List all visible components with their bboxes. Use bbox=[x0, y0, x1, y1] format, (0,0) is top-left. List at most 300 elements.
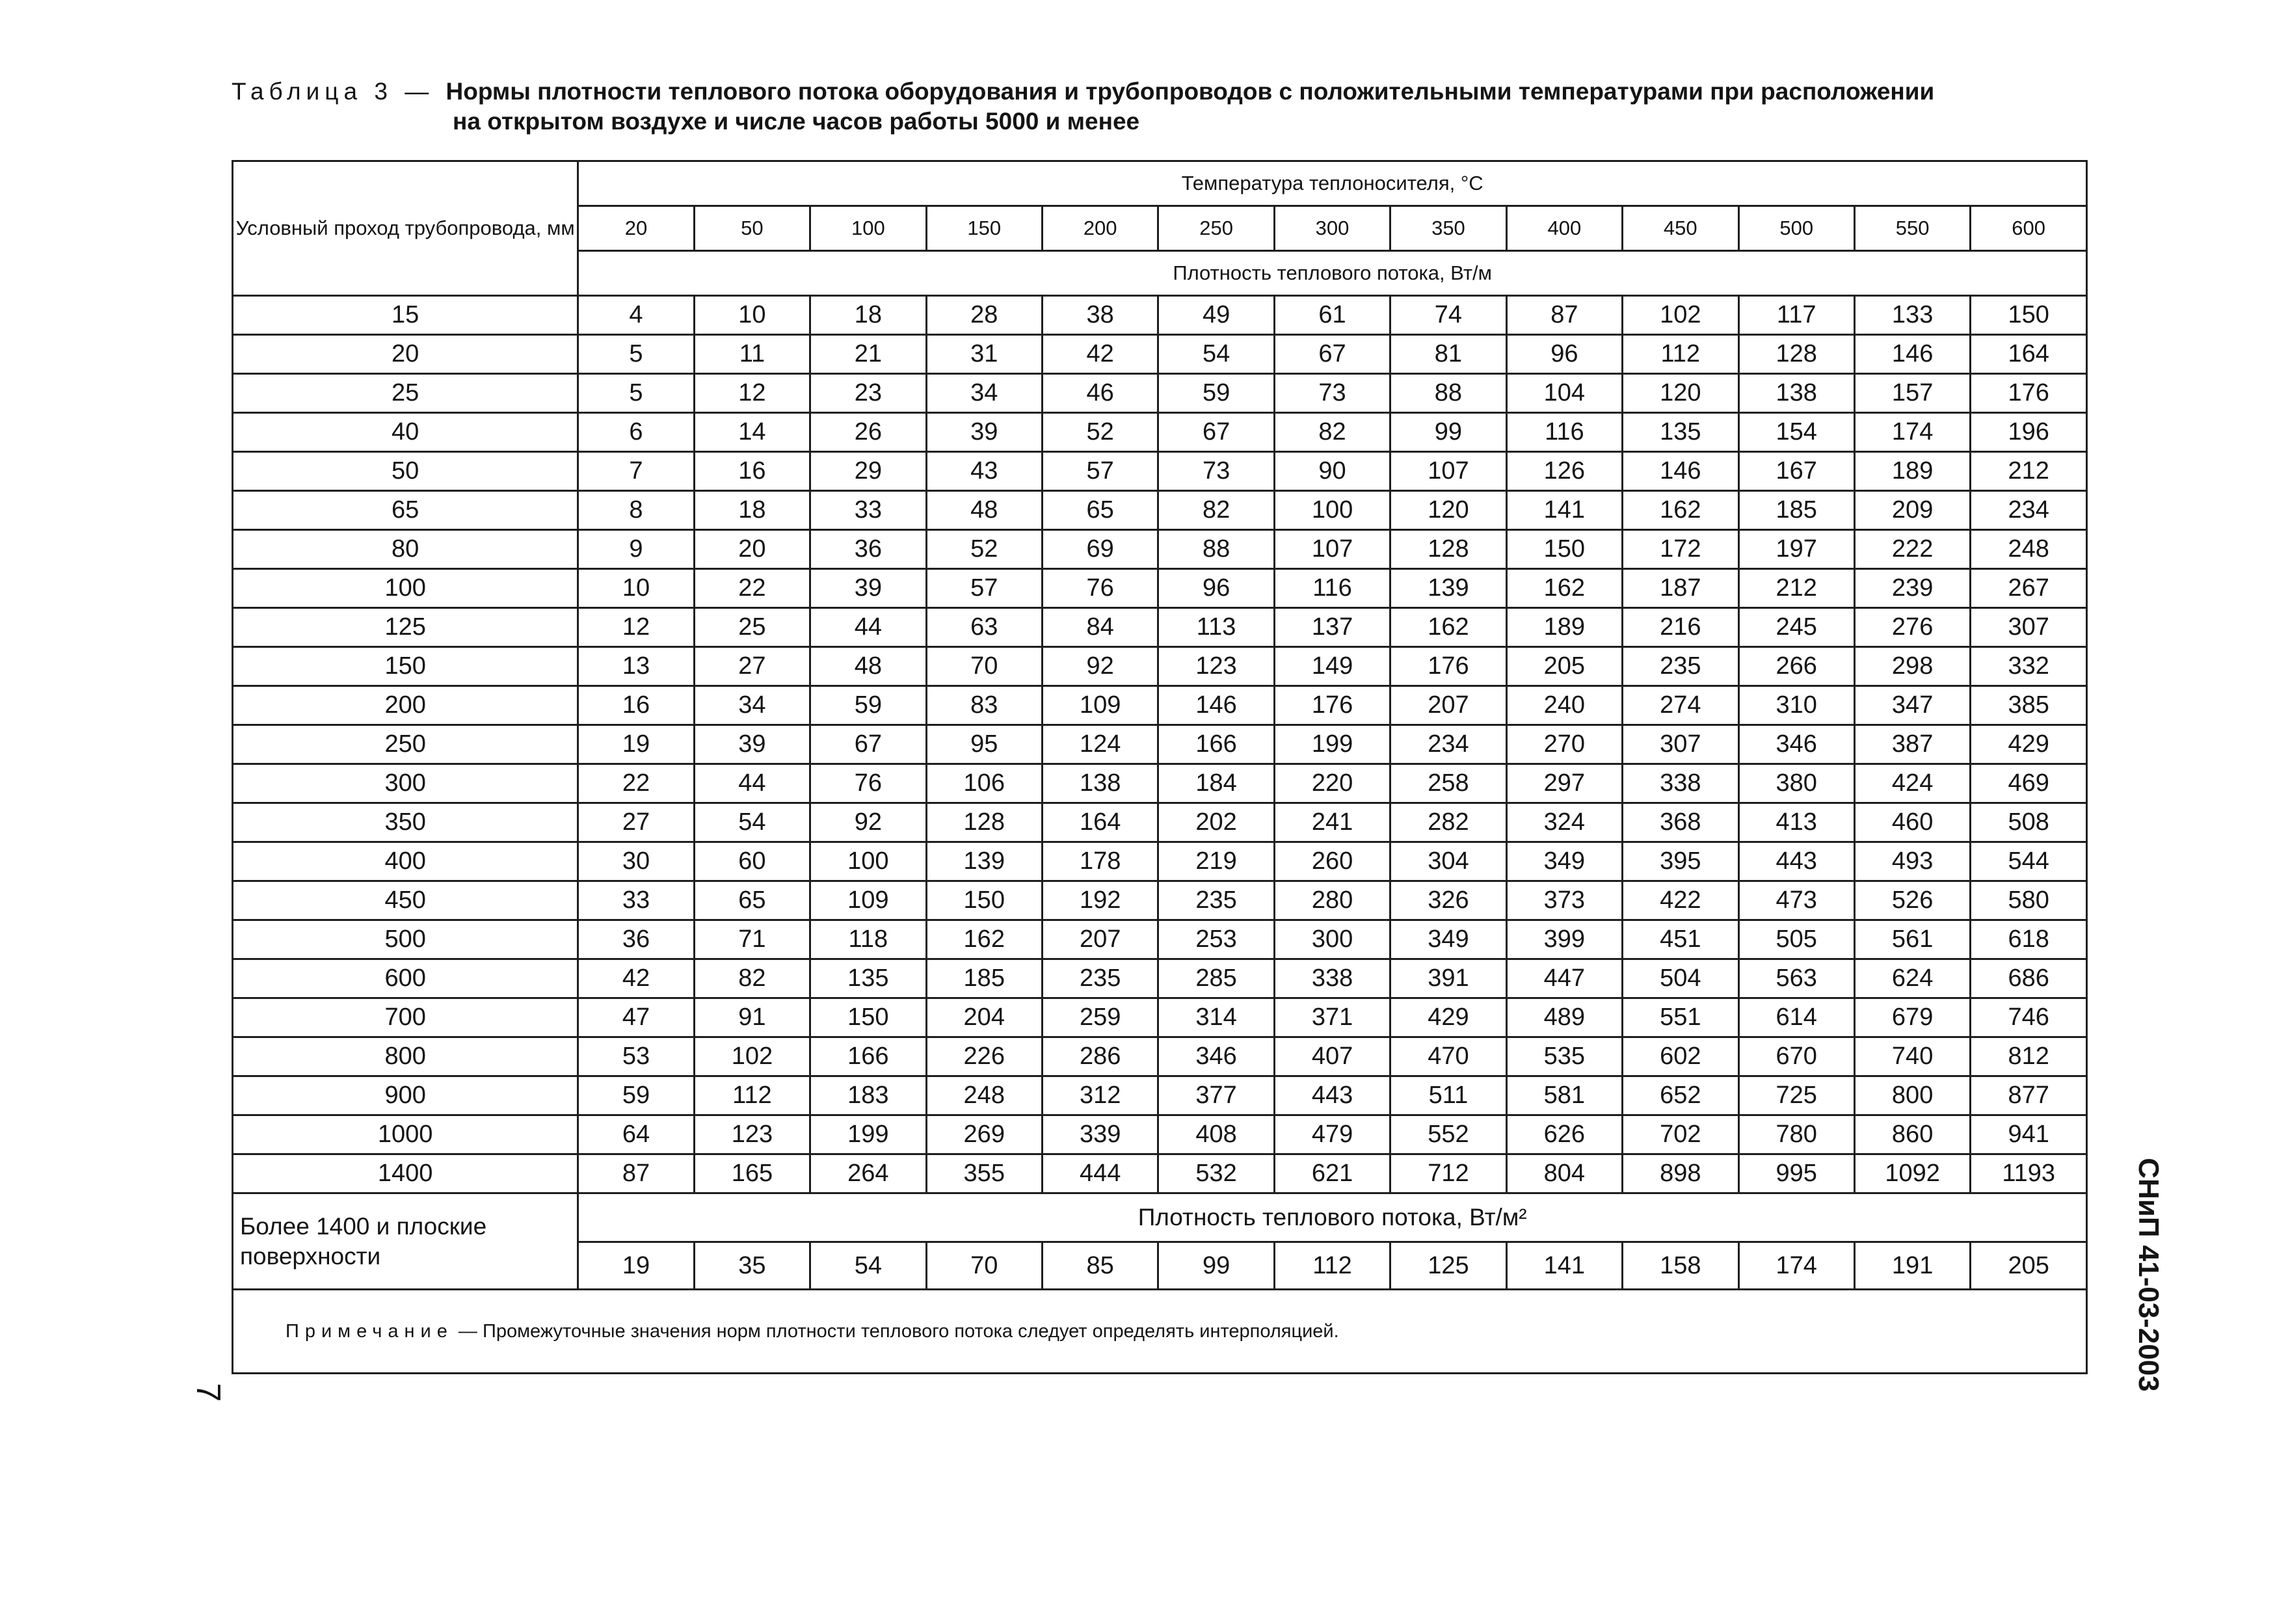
heat-flux-cell: 10 bbox=[694, 296, 810, 335]
flat-heat-flux-cell: 125 bbox=[1390, 1242, 1506, 1290]
heat-flux-cell: 326 bbox=[1390, 881, 1506, 920]
heat-flux-cell: 162 bbox=[1623, 491, 1738, 530]
heat-flux-cell: 70 bbox=[926, 647, 1042, 686]
heat-flux-cell: 332 bbox=[1971, 647, 2087, 686]
heat-flux-cell: 164 bbox=[1042, 803, 1158, 842]
heat-flux-cell: 212 bbox=[1971, 452, 2087, 491]
flat-heat-flux-cell: 70 bbox=[926, 1242, 1042, 1290]
nominal-bore-cell: 250 bbox=[233, 725, 578, 764]
heat-flux-cell: 57 bbox=[926, 569, 1042, 608]
heat-flux-cell: 146 bbox=[1158, 686, 1274, 725]
table-caption bbox=[232, 77, 2157, 137]
heat-flux-cell: 526 bbox=[1854, 881, 1970, 920]
heat-flux-cell: 13 bbox=[578, 647, 694, 686]
heat-flux-cell: 42 bbox=[578, 959, 694, 998]
heat-flux-cell: 469 bbox=[1971, 764, 2087, 803]
temperature-cell: 350 bbox=[1390, 206, 1506, 251]
heat-flux-cell: 149 bbox=[1274, 647, 1390, 686]
table-row bbox=[233, 881, 2087, 920]
heat-flux-cell: 276 bbox=[1854, 608, 1970, 647]
heat-flux-cell: 443 bbox=[1738, 842, 1854, 881]
table-row bbox=[233, 725, 2087, 764]
heat-flux-cell: 371 bbox=[1274, 998, 1390, 1037]
nominal-bore-cell: 500 bbox=[233, 920, 578, 959]
flat-surface-header-row bbox=[233, 1193, 2087, 1242]
heat-flux-cell: 192 bbox=[1042, 881, 1158, 920]
heat-flux-cell: 551 bbox=[1623, 998, 1738, 1037]
heat-flux-cell: 399 bbox=[1506, 920, 1622, 959]
heat-flux-cell: 489 bbox=[1506, 998, 1622, 1037]
temperature-header: Температура теплоносителя, °С bbox=[578, 161, 2087, 206]
heat-flux-cell: 27 bbox=[578, 803, 694, 842]
flat-heat-flux-cell: 191 bbox=[1854, 1242, 1970, 1290]
heat-flux-cell: 12 bbox=[578, 608, 694, 647]
flat-heat-flux-cell: 35 bbox=[694, 1242, 810, 1290]
heat-flux-cell: 508 bbox=[1971, 803, 2087, 842]
nominal-bore-cell: 1400 bbox=[233, 1154, 578, 1193]
heat-flux-cell: 52 bbox=[926, 530, 1042, 569]
heat-flux-cell: 176 bbox=[1390, 647, 1506, 686]
heat-flux-cell: 22 bbox=[578, 764, 694, 803]
heat-flux-cell: 176 bbox=[1274, 686, 1390, 725]
heat-flux-cell: 48 bbox=[810, 647, 926, 686]
heat-flux-cell: 162 bbox=[1506, 569, 1622, 608]
heat-flux-cell: 19 bbox=[578, 725, 694, 764]
heat-flux-cell: 116 bbox=[1506, 413, 1622, 452]
table-row bbox=[233, 530, 2087, 569]
heat-flux-cell: 16 bbox=[694, 452, 810, 491]
heat-flux-cell: 670 bbox=[1738, 1037, 1854, 1076]
heat-flux-cell: 307 bbox=[1623, 725, 1738, 764]
heat-flux-cell: 44 bbox=[694, 764, 810, 803]
nominal-bore-cell: 20 bbox=[233, 335, 578, 374]
heat-flux-cell: 65 bbox=[1042, 491, 1158, 530]
heat-flux-cell: 176 bbox=[1971, 374, 2087, 413]
heat-flux-cell: 563 bbox=[1738, 959, 1854, 998]
temperature-cell: 550 bbox=[1854, 206, 1970, 251]
heat-flux-cell: 138 bbox=[1042, 764, 1158, 803]
heat-flux-cell: 298 bbox=[1854, 647, 1970, 686]
heat-flux-cell: 505 bbox=[1738, 920, 1854, 959]
heat-flux-cell: 53 bbox=[578, 1037, 694, 1076]
heat-flux-cell: 479 bbox=[1274, 1115, 1390, 1154]
heat-flux-cell: 860 bbox=[1854, 1115, 1970, 1154]
heat-flux-cell: 14 bbox=[694, 413, 810, 452]
page-number bbox=[189, 1370, 228, 1415]
heat-flux-cell: 282 bbox=[1390, 803, 1506, 842]
heat-flux-cell: 493 bbox=[1854, 842, 1970, 881]
heat-flux-cell: 52 bbox=[1042, 413, 1158, 452]
heat-flux-cell: 473 bbox=[1738, 881, 1854, 920]
heat-flux-cell: 31 bbox=[926, 335, 1042, 374]
heat-flux-cell: 59 bbox=[578, 1076, 694, 1115]
nominal-bore-cell: 65 bbox=[233, 491, 578, 530]
caption-line-1 bbox=[232, 77, 2157, 107]
heat-flux-cell: 226 bbox=[926, 1037, 1042, 1076]
heat-flux-cell: 107 bbox=[1274, 530, 1390, 569]
temperature-cell: 100 bbox=[810, 206, 926, 251]
heat-flux-cell: 133 bbox=[1854, 296, 1970, 335]
heat-flux-cell: 39 bbox=[926, 413, 1042, 452]
heat-flux-cell: 621 bbox=[1274, 1154, 1390, 1193]
heat-flux-cell: 184 bbox=[1158, 764, 1274, 803]
heat-flux-cell: 61 bbox=[1274, 296, 1390, 335]
heat-flux-cell: 235 bbox=[1158, 881, 1274, 920]
heat-flux-cell: 470 bbox=[1390, 1037, 1506, 1076]
heat-flux-cell: 92 bbox=[810, 803, 926, 842]
flat-heat-flux-cell: 54 bbox=[810, 1242, 926, 1290]
heat-flux-cell: 7 bbox=[578, 452, 694, 491]
heat-flux-cell: 139 bbox=[1390, 569, 1506, 608]
heat-flux-cell: 207 bbox=[1390, 686, 1506, 725]
heat-flux-cell: 88 bbox=[1158, 530, 1274, 569]
heat-flux-cell: 552 bbox=[1390, 1115, 1506, 1154]
heat-flux-cell: 207 bbox=[1042, 920, 1158, 959]
heat-flux-cell: 387 bbox=[1854, 725, 1970, 764]
heat-flux-cell: 222 bbox=[1854, 530, 1970, 569]
flat-heat-flux-cell: 112 bbox=[1274, 1242, 1390, 1290]
heat-flux-cell: 248 bbox=[926, 1076, 1042, 1115]
heat-flux-cell: 349 bbox=[1506, 842, 1622, 881]
heat-flux-cell: 20 bbox=[694, 530, 810, 569]
heat-flux-cell: 102 bbox=[1623, 296, 1738, 335]
heat-flux-cell: 1092 bbox=[1854, 1154, 1970, 1193]
heat-flux-cell: 109 bbox=[810, 881, 926, 920]
heat-flux-cell: 310 bbox=[1738, 686, 1854, 725]
table-row bbox=[233, 569, 2087, 608]
nominal-bore-cell: 150 bbox=[233, 647, 578, 686]
temperature-cell: 150 bbox=[926, 206, 1042, 251]
heat-flux-cell: 286 bbox=[1042, 1037, 1158, 1076]
heat-flux-cell: 71 bbox=[694, 920, 810, 959]
heat-flux-cell: 109 bbox=[1042, 686, 1158, 725]
heat-flux-cell: 157 bbox=[1854, 374, 1970, 413]
heat-flux-cell: 187 bbox=[1623, 569, 1738, 608]
heat-flux-cell: 87 bbox=[1506, 296, 1622, 335]
heat-flux-cell: 81 bbox=[1390, 335, 1506, 374]
heat-flux-cell: 162 bbox=[1390, 608, 1506, 647]
table-row bbox=[233, 647, 2087, 686]
heat-flux-cell: 4 bbox=[578, 296, 694, 335]
flat-surface-label: Более 1400 и плоские поверхности bbox=[233, 1193, 578, 1290]
heat-flux-cell: 346 bbox=[1738, 725, 1854, 764]
heat-flux-cell: 146 bbox=[1623, 452, 1738, 491]
table-row bbox=[233, 764, 2087, 803]
heat-flux-cell: 74 bbox=[1390, 296, 1506, 335]
heat-flux-cell: 270 bbox=[1506, 725, 1622, 764]
heat-flux-cell: 141 bbox=[1506, 491, 1622, 530]
heat-flux-cell: 112 bbox=[1623, 335, 1738, 374]
heat-flux-cell: 581 bbox=[1506, 1076, 1622, 1115]
heat-flux-cell: 107 bbox=[1390, 452, 1506, 491]
heat-flux-cell: 5 bbox=[578, 374, 694, 413]
heat-flux-cell: 504 bbox=[1623, 959, 1738, 998]
heat-flux-cell: 686 bbox=[1971, 959, 2087, 998]
heat-flux-cell: 46 bbox=[1042, 374, 1158, 413]
heat-flux-cell: 312 bbox=[1042, 1076, 1158, 1115]
heat-flux-cell: 408 bbox=[1158, 1115, 1274, 1154]
heat-flux-cell: 9 bbox=[578, 530, 694, 569]
heat-flux-cell: 42 bbox=[1042, 335, 1158, 374]
heat-flux-cell: 391 bbox=[1390, 959, 1506, 998]
heat-flux-cell: 34 bbox=[694, 686, 810, 725]
heat-flux-cell: 447 bbox=[1506, 959, 1622, 998]
heat-flux-cell: 174 bbox=[1854, 413, 1970, 452]
nominal-bore-cell: 125 bbox=[233, 608, 578, 647]
heat-flux-cell: 258 bbox=[1390, 764, 1506, 803]
heat-flux-cell: 67 bbox=[1158, 413, 1274, 452]
heat-flux-cell: 25 bbox=[694, 608, 810, 647]
heat-flux-cell: 128 bbox=[926, 803, 1042, 842]
heat-flux-cell: 202 bbox=[1158, 803, 1274, 842]
heat-flux-cell: 307 bbox=[1971, 608, 2087, 647]
temperature-cell: 300 bbox=[1274, 206, 1390, 251]
heat-flux-cell: 212 bbox=[1738, 569, 1854, 608]
nominal-bore-cell: 300 bbox=[233, 764, 578, 803]
heat-flux-cell: 126 bbox=[1506, 452, 1622, 491]
heat-flux-cell: 88 bbox=[1390, 374, 1506, 413]
heat-flux-cell: 1193 bbox=[1971, 1154, 2087, 1193]
heat-flux-cell: 429 bbox=[1390, 998, 1506, 1037]
heat-flux-cell: 172 bbox=[1623, 530, 1738, 569]
heat-flux-cell: 266 bbox=[1738, 647, 1854, 686]
table-row bbox=[233, 452, 2087, 491]
heat-flux-cell: 82 bbox=[694, 959, 810, 998]
heat-flux-cell: 28 bbox=[926, 296, 1042, 335]
heat-flux-cell: 199 bbox=[810, 1115, 926, 1154]
caption-label: Таблица 3 — bbox=[232, 78, 446, 105]
heat-flux-cell: 197 bbox=[1738, 530, 1854, 569]
heat-flux-cell: 76 bbox=[1042, 569, 1158, 608]
heat-flux-cell: 259 bbox=[1042, 998, 1158, 1037]
header-row-temperature bbox=[233, 161, 2087, 206]
nominal-bore-header: Условный проход трубопровода, мм bbox=[233, 161, 578, 296]
heat-flux-cell: 285 bbox=[1158, 959, 1274, 998]
heat-flux-cell: 216 bbox=[1623, 608, 1738, 647]
table-row bbox=[233, 1076, 2087, 1115]
heat-flux-cell: 260 bbox=[1274, 842, 1390, 881]
heat-flux-cell: 112 bbox=[694, 1076, 810, 1115]
heat-flux-cell: 429 bbox=[1971, 725, 2087, 764]
heat-flux-cell: 16 bbox=[578, 686, 694, 725]
heat-flux-cell: 48 bbox=[926, 491, 1042, 530]
heat-flux-cell: 99 bbox=[1390, 413, 1506, 452]
heat-flux-cell: 26 bbox=[810, 413, 926, 452]
flat-heat-flux-cell: 141 bbox=[1506, 1242, 1622, 1290]
heat-flux-cell: 812 bbox=[1971, 1037, 2087, 1076]
heat-flux-cell: 18 bbox=[810, 296, 926, 335]
heat-flux-cell: 166 bbox=[1158, 725, 1274, 764]
heat-flux-cell: 8 bbox=[578, 491, 694, 530]
heat-flux-cell: 443 bbox=[1274, 1076, 1390, 1115]
table-row bbox=[233, 335, 2087, 374]
heat-flux-cell: 54 bbox=[1158, 335, 1274, 374]
heat-flux-cell: 183 bbox=[810, 1076, 926, 1115]
table-row bbox=[233, 1154, 2087, 1193]
heat-flux-cell: 219 bbox=[1158, 842, 1274, 881]
table-row bbox=[233, 842, 2087, 881]
heat-flux-cell: 800 bbox=[1854, 1076, 1970, 1115]
heat-flux-cell: 240 bbox=[1506, 686, 1622, 725]
heat-flux-cell: 297 bbox=[1506, 764, 1622, 803]
heat-flux-cell: 135 bbox=[810, 959, 926, 998]
heat-flux-cell: 104 bbox=[1506, 374, 1622, 413]
heat-flux-cell: 652 bbox=[1623, 1076, 1738, 1115]
heat-flux-cell: 57 bbox=[1042, 452, 1158, 491]
heat-flux-cell: 395 bbox=[1623, 842, 1738, 881]
table-row bbox=[233, 413, 2087, 452]
heat-flux-cell: 120 bbox=[1623, 374, 1738, 413]
nominal-bore-cell: 600 bbox=[233, 959, 578, 998]
heat-flux-cell: 118 bbox=[810, 920, 926, 959]
heat-flux-cell: 27 bbox=[694, 647, 810, 686]
heat-flux-cell: 535 bbox=[1506, 1037, 1622, 1076]
heat-flux-cell: 253 bbox=[1158, 920, 1274, 959]
nominal-bore-cell: 700 bbox=[233, 998, 578, 1037]
heat-flux-cell: 380 bbox=[1738, 764, 1854, 803]
heat-flux-cell: 234 bbox=[1971, 491, 2087, 530]
heat-flux-cell: 267 bbox=[1971, 569, 2087, 608]
heat-flux-cell: 135 bbox=[1623, 413, 1738, 452]
heat-flux-cell: 84 bbox=[1042, 608, 1158, 647]
heat-flux-cell: 235 bbox=[1623, 647, 1738, 686]
heat-flux-cell: 511 bbox=[1390, 1076, 1506, 1115]
density-header: Плотность теплового потока, Вт/м bbox=[578, 251, 2087, 296]
heat-flux-cell: 5 bbox=[578, 335, 694, 374]
table-row bbox=[233, 959, 2087, 998]
heat-flux-cell: 898 bbox=[1623, 1154, 1738, 1193]
heat-flux-cell: 269 bbox=[926, 1115, 1042, 1154]
heat-flux-cell: 185 bbox=[926, 959, 1042, 998]
heat-flux-cell: 725 bbox=[1738, 1076, 1854, 1115]
caption-title-line-1: Нормы плотности теплового потока оборудования и трубопроводов с положительными температурами при расположении bbox=[446, 78, 1935, 105]
flat-heat-flux-cell: 174 bbox=[1738, 1242, 1854, 1290]
heat-flux-cell: 90 bbox=[1274, 452, 1390, 491]
heat-flux-cell: 451 bbox=[1623, 920, 1738, 959]
heat-flux-cell: 746 bbox=[1971, 998, 2087, 1037]
heat-flux-cell: 561 bbox=[1854, 920, 1970, 959]
heat-flux-cell: 18 bbox=[694, 491, 810, 530]
nominal-bore-cell: 25 bbox=[233, 374, 578, 413]
heat-flux-cell: 69 bbox=[1042, 530, 1158, 569]
heat-flux-cell: 804 bbox=[1506, 1154, 1622, 1193]
heat-flux-cell: 87 bbox=[578, 1154, 694, 1193]
heat-flux-cell: 740 bbox=[1854, 1037, 1970, 1076]
heat-flux-cell: 602 bbox=[1623, 1037, 1738, 1076]
temperature-cell: 20 bbox=[578, 206, 694, 251]
heat-flux-cell: 92 bbox=[1042, 647, 1158, 686]
heat-flux-cell: 128 bbox=[1390, 530, 1506, 569]
heat-flux-norms-table bbox=[232, 160, 2088, 1374]
nominal-bore-cell: 900 bbox=[233, 1076, 578, 1115]
heat-flux-cell: 544 bbox=[1971, 842, 2087, 881]
heat-flux-cell: 10 bbox=[578, 569, 694, 608]
heat-flux-cell: 300 bbox=[1274, 920, 1390, 959]
heat-flux-cell: 39 bbox=[810, 569, 926, 608]
table-row bbox=[233, 1037, 2087, 1076]
heat-flux-cell: 124 bbox=[1042, 725, 1158, 764]
heat-flux-cell: 413 bbox=[1738, 803, 1854, 842]
heat-flux-cell: 614 bbox=[1738, 998, 1854, 1037]
heat-flux-cell: 6 bbox=[578, 413, 694, 452]
temperature-cell: 500 bbox=[1738, 206, 1854, 251]
nominal-bore-cell: 1000 bbox=[233, 1115, 578, 1154]
document-code-text: СНиП 41-03-2003 bbox=[2133, 1158, 2164, 1392]
heat-flux-cell: 33 bbox=[810, 491, 926, 530]
heat-flux-cell: 49 bbox=[1158, 296, 1274, 335]
table-row bbox=[233, 920, 2087, 959]
note-row bbox=[233, 1290, 2087, 1374]
heat-flux-cell: 67 bbox=[1274, 335, 1390, 374]
heat-flux-cell: 248 bbox=[1971, 530, 2087, 569]
heat-flux-cell: 59 bbox=[1158, 374, 1274, 413]
nominal-bore-cell: 450 bbox=[233, 881, 578, 920]
heat-flux-cell: 355 bbox=[926, 1154, 1042, 1193]
heat-flux-cell: 385 bbox=[1971, 686, 2087, 725]
caption-title-line-2: на открытом воздухе и числе часов работы 5000 и менее bbox=[453, 108, 1140, 135]
nominal-bore-cell: 100 bbox=[233, 569, 578, 608]
heat-flux-cell: 185 bbox=[1738, 491, 1854, 530]
heat-flux-cell: 96 bbox=[1506, 335, 1622, 374]
heat-flux-cell: 128 bbox=[1738, 335, 1854, 374]
note-text: — Промежуточные значения норм плотности теплового потока следует определять интерполяцией. bbox=[453, 1320, 1339, 1342]
heat-flux-cell: 407 bbox=[1274, 1037, 1390, 1076]
heat-flux-cell: 167 bbox=[1738, 452, 1854, 491]
heat-flux-cell: 43 bbox=[926, 452, 1042, 491]
heat-flux-cell: 204 bbox=[926, 998, 1042, 1037]
heat-flux-cell: 338 bbox=[1274, 959, 1390, 998]
temperature-cell: 400 bbox=[1506, 206, 1622, 251]
heat-flux-cell: 712 bbox=[1390, 1154, 1506, 1193]
temperature-cell: 450 bbox=[1623, 206, 1738, 251]
heat-flux-cell: 324 bbox=[1506, 803, 1622, 842]
table-row bbox=[233, 491, 2087, 530]
heat-flux-cell: 83 bbox=[926, 686, 1042, 725]
heat-flux-cell: 146 bbox=[1854, 335, 1970, 374]
heat-flux-cell: 346 bbox=[1158, 1037, 1274, 1076]
flat-heat-flux-cell: 19 bbox=[578, 1242, 694, 1290]
heat-flux-cell: 34 bbox=[926, 374, 1042, 413]
heat-flux-cell: 347 bbox=[1854, 686, 1970, 725]
table-row bbox=[233, 803, 2087, 842]
heat-flux-cell: 123 bbox=[694, 1115, 810, 1154]
flat-heat-flux-cell: 158 bbox=[1623, 1242, 1738, 1290]
heat-flux-cell: 54 bbox=[694, 803, 810, 842]
heat-flux-cell: 91 bbox=[694, 998, 810, 1037]
heat-flux-cell: 29 bbox=[810, 452, 926, 491]
note-prefix: Примечание bbox=[286, 1320, 453, 1342]
table-note bbox=[233, 1290, 2087, 1374]
heat-flux-cell: 106 bbox=[926, 764, 1042, 803]
nominal-bore-cell: 400 bbox=[233, 842, 578, 881]
heat-flux-cell: 120 bbox=[1390, 491, 1506, 530]
heat-flux-cell: 150 bbox=[810, 998, 926, 1037]
nominal-bore-cell: 15 bbox=[233, 296, 578, 335]
heat-flux-cell: 33 bbox=[578, 881, 694, 920]
heat-flux-cell: 424 bbox=[1854, 764, 1970, 803]
flat-heat-flux-cell: 85 bbox=[1042, 1242, 1158, 1290]
heat-flux-cell: 154 bbox=[1738, 413, 1854, 452]
heat-flux-cell: 165 bbox=[694, 1154, 810, 1193]
heat-flux-cell: 679 bbox=[1854, 998, 1970, 1037]
heat-flux-cell: 580 bbox=[1971, 881, 2087, 920]
heat-flux-cell: 67 bbox=[810, 725, 926, 764]
flat-heat-flux-cell: 205 bbox=[1971, 1242, 2087, 1290]
heat-flux-cell: 116 bbox=[1274, 569, 1390, 608]
table-row bbox=[233, 686, 2087, 725]
heat-flux-cell: 100 bbox=[810, 842, 926, 881]
heat-flux-cell: 780 bbox=[1738, 1115, 1854, 1154]
